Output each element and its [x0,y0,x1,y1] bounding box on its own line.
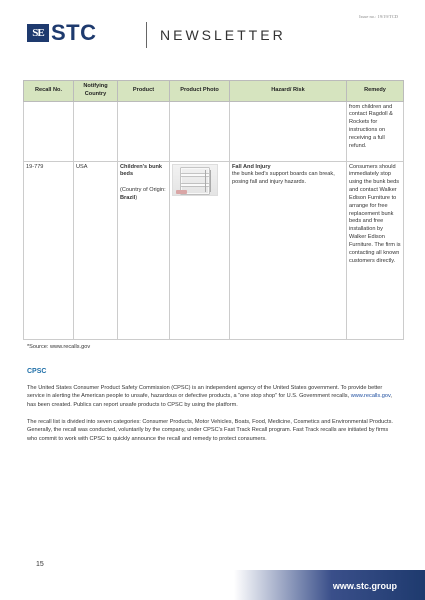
header-divider [146,22,147,48]
paragraph-categories: The recall list is divided into seven categories: Consumer Products, Motor Vehicles, Boats, Food, Medicine, Cosmetics and Environmental Products. Generally, the recall was conducted, voluntarily by the company, under CPSC's Fast Track Recall program. Fast Track recalls are initiated by firms who commit to work with CPSC to quickly announce the recall and remedy to protect consumers. [27,419,393,442]
recall-table [23,80,404,340]
footer-band [0,570,425,600]
cell-remedy-continued: from children and contact Ragdoll & Rockets for instructions on receiving a full refund. [347,101,404,161]
table-row-continued [24,101,404,161]
cell-empty [230,101,347,161]
bunk-bed-photo-icon [172,164,218,196]
table-row [24,161,404,339]
cell-product [118,161,170,339]
cell-remedy: Consumers should immediately stop using the bunk beds and contact Walker Edison Furniture to arrange for free replacement bunk beds and free installation by Walker Edison Furniture. The firm is contacting all known customers directly. [347,161,404,339]
origin-country: Brazil [120,194,136,201]
section-title: CPSC [27,368,47,375]
recalls-link[interactable]: www.recalls.gov [350,393,391,400]
hazard-title: Fall And Injury [232,163,271,170]
paragraph-cpsc [27,384,399,409]
cell-empty [24,101,74,161]
paragraph-text: , has been created. Publics can report unsafe products to CPSC by using the platform. [27,393,392,408]
cell-recall-no: 19-779 [24,161,74,339]
cell-empty [170,101,230,161]
newsletter-title: NEWSLETTER [160,27,286,43]
footer-url-link[interactable]: www.stc.group [332,581,397,591]
header-notifying-country: Notifying Country [74,81,118,102]
header-hazard-risk: Hazard/ Risk [230,81,347,102]
logo-mark-icon: SE [27,24,49,42]
logo-text: STC [51,20,97,45]
paragraph-text: The United States Consumer Product Safety Commission (CPSC) is an independent agency of the United States government. To provide better service in alerting the American people to unsafe, hazardous or defective products, a “one stop shop” for U.S. Government recalls, [27,385,383,400]
header-product-photo: Product Photo [170,81,230,102]
cell-empty [74,101,118,161]
stc-logo [27,20,97,45]
cell-photo [170,161,230,339]
source-note: *Source: www.recalls.gov [27,344,91,350]
header-remedy: Remedy [347,81,404,102]
origin-prefix: (Country of Origin: [120,187,166,194]
header-product: Product [118,81,170,102]
product-name: Children's bunk beds [120,163,163,178]
page-number: 15 [36,561,44,568]
cell-hazard [230,161,347,339]
origin-suffix: ) [135,194,138,201]
cell-empty [118,101,170,161]
header-recall-no: Recall No. [24,81,74,102]
hazard-text: the bunk bed's support boards can break, posing fall and injury hazards. [232,171,335,186]
cell-country: USA [74,161,118,339]
table-header-row [24,81,404,102]
issue-number: Issue no.: 19/19/TCD [359,14,398,19]
